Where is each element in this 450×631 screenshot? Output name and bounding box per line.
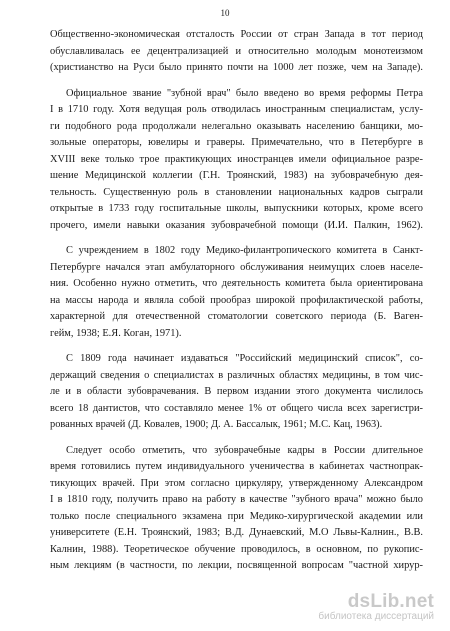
text-line: характерной для отечественной стоматологии советского периода (Б. Ваген- xyxy=(50,311,423,322)
text-line: С 1809 года начинает издаваться "Российский медицинский список", со- xyxy=(66,353,423,364)
paragraph xyxy=(50,443,423,575)
paragraph xyxy=(50,351,423,434)
text-line: I в 1710 году. Хотя ведущая роль отводилась иностранным специалистам, услу- xyxy=(50,104,423,115)
text-line: гейм, 1938; Е.Я. Коган, 1971). xyxy=(50,327,182,339)
text-line: университете (Е.Н. Троянский, 1983; В.Д. Дунаевский, М.О Львы-Калнин., В.В. xyxy=(50,527,423,538)
site-watermark xyxy=(274,591,434,625)
text-line: держащий сведения о специалистах в различных областях медицины, в том чис- xyxy=(50,369,423,381)
text-line: всего 18 дантистов, что составляло менее 1% от общего числа всех зарегистри- xyxy=(50,402,423,414)
text-line: I в 1810 году, получить право на работу в качестве "зубного врача" можно было xyxy=(50,494,423,505)
watermark-subtitle: библиотека диссертаций xyxy=(318,611,434,622)
text-line: время готовились путем индивидуального ученичества в кабинетах частнопрак- xyxy=(50,461,423,472)
text-line: Петербурге начался этап амбулаторного обслуживания неимущих слоев населе- xyxy=(50,261,423,273)
text-line: только после специального экзамена при Медико-хирургической академии или xyxy=(50,510,423,522)
paragraph xyxy=(50,27,423,77)
text-line: тикующих врачей. При этом согласно циркуляру, утвержденному Александром xyxy=(50,477,423,489)
text-line: С учреждением в 1802 году Медико-филантропического комитета в Санкт- xyxy=(66,245,423,256)
text-line: Общественно-экономическая отсталость России от стран Запада в тот период xyxy=(50,29,423,40)
document-body xyxy=(50,27,423,575)
text-line: зольные операторы, ювелиры и граверы. Примечательно, что в Петербурге в xyxy=(50,137,423,148)
text-line: ным лекциям (в частности, по лекции, посвященной вопросам "частной хирур- xyxy=(50,560,423,571)
text-line: ги подобного рода продолжали нелегально оказывать населению банщики, мо- xyxy=(50,120,423,132)
text-line: рованных врачей (Д. Ковалев, 1900; Д. А. Бассалык, 1961; М.С. Кац, 1963). xyxy=(50,419,383,430)
text-line: ния. Особенно нужно отметить, что деятельность комитета была ориентирована xyxy=(50,278,423,289)
text-line: ле и в области зубоврачевания. В первом издании этого документа числилось xyxy=(50,386,423,397)
text-line: XVIII веке только трое практикующих иностранцев имели официальное разре- xyxy=(50,153,423,165)
watermark-brand: dsLib.net xyxy=(347,591,434,612)
page-number: 10 xyxy=(220,8,230,18)
text-line: на массы народа и являла собой прообраз широкой профилактической работы, xyxy=(50,294,423,306)
text-line: Следует особо отметить, что зубоврачебные кадры в России длительное xyxy=(66,444,423,456)
text-line: Калнин, 1988). Теоретическое обучение проводилось, в основном, по рукопис- xyxy=(50,543,423,555)
text-line: (христианство на Руси было принято почти на 1000 лет позже, чем на Западе). xyxy=(50,62,423,73)
paragraph xyxy=(50,243,423,342)
paragraph xyxy=(50,86,423,235)
text-line: шение Медицинской коллегии (Г.Н. Троянский, 1983) на зубоврачебную дея- xyxy=(50,170,423,181)
text-line: обуславливалась ее децентрализацией и относительно молодым монотеизмом xyxy=(50,45,423,57)
text-line: открытые в 1733 году госпитальные школы, выпускники которых, кроме всего xyxy=(50,203,423,214)
text-line: тельность. Существенную роль в становлении национальных кадров сыграли xyxy=(50,186,423,198)
text-line: Официальное звание "зубной врач" было введено во время реформы Петра xyxy=(66,87,423,99)
text-line: прочего, имели навыки оказания зубоврачебной помощи (И.И. Палкин, 1962). xyxy=(50,219,423,231)
